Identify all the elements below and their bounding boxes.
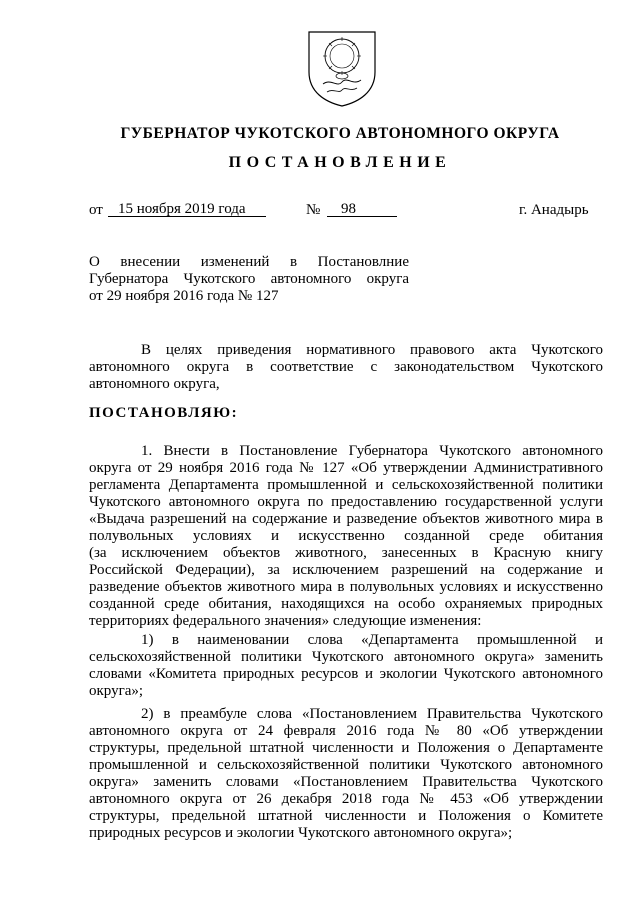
- subitem-line: промышленной и сельскохозяйственной политики Чукотского автономного: [89, 757, 603, 773]
- subitem-line: сельскохозяйственной политики Чукотского автономного округа» заменить: [89, 649, 603, 665]
- subject-line: от 29 ноября 2016 года № 127: [89, 288, 279, 304]
- preamble-line: автономного округа,: [89, 376, 220, 392]
- subitem-line: автономного округа от 24 февраля 2016 года № 80 «Об утверждении: [89, 723, 603, 739]
- document-type-heading: ПОСТАНОВЛЕНИЕ: [228, 154, 452, 171]
- preamble-line: В целях приведения нормативного правового акта Чукотского: [141, 342, 603, 358]
- subitem-line: автономного округа от 26 декабря 2018 года № 453 «Об утверждении: [89, 791, 603, 807]
- item-line: (за исключением объектов животного, занесенных в Красную книгу: [89, 545, 603, 561]
- subitem-line: структуры, предельной штатной численности и Положения о Департаменте: [89, 740, 603, 756]
- item-line: регламента Департамента промышленной и сельскохозяйственной политики: [89, 477, 603, 493]
- item-line: созданной среде обитания, находящихся на особо охраняемых природных: [89, 596, 603, 612]
- governor-title: ГУБЕРНАТОР ЧУКОТСКОГО АВТОНОМНОГО ОКРУГА: [120, 125, 560, 142]
- preamble-paragraph: [89, 342, 603, 393]
- subitem-line: 1) в наименовании слова «Департамента промышленной и: [141, 632, 603, 648]
- item-line: Российской Федерации), за исключением разрешений на содержание и: [89, 562, 603, 578]
- city-name: г. Анадырь: [519, 202, 589, 218]
- subitem-line: округа»;: [89, 683, 144, 699]
- item-1-paragraph: [89, 443, 603, 630]
- date-prefix: от: [89, 202, 103, 218]
- item-line: 1. Внести в Постановление Губернатора Чукотского автономного: [141, 443, 603, 459]
- subitem-line: словами «Комитета природных ресурсов и экологии Чукотского автономного: [89, 666, 603, 682]
- item-line: «Выдача разрешений на содержание и разведение объектов животного мира в: [89, 511, 603, 527]
- subitem-line: структуры, предельной штатной численности и Положения о Комитете: [89, 808, 603, 824]
- number-sign: №: [306, 202, 321, 218]
- item-line: Чукотского автономного округа по предоставлению государственной услуги: [89, 494, 603, 510]
- item-line: полувольных условиях и искусственно созданной среде обитания: [89, 528, 603, 544]
- preamble-line: автономного округа в соответствие с законодательством Чукотского: [89, 359, 603, 375]
- subitem-1-paragraph: [89, 632, 603, 700]
- subitem-line: округа» заменить словами «Постановлением Правительства Чукотского: [89, 774, 603, 790]
- document-date: 15 ноября 2019 года: [108, 202, 266, 217]
- subject-line: Губернатора Чукотского автономного округа: [89, 271, 409, 287]
- subitem-line: 2) в преамбуле слова «Постановлением Правительства Чукотского: [141, 706, 603, 722]
- item-line: разведение объектов животного мира в полувольных условиях и искусственно: [89, 579, 603, 595]
- decree-heading: ПОСТАНОВЛЯЮ:: [89, 405, 239, 421]
- document-subject: [89, 254, 409, 305]
- item-line: территориях федерального значения» следующие изменения:: [89, 613, 482, 629]
- item-line: округа от 29 ноября 2016 года № 127 «Об утверждении Административного: [89, 460, 603, 476]
- subject-line: О внесении изменений в Постановлние: [89, 254, 409, 270]
- coat-of-arms-emblem: [303, 26, 381, 108]
- subitem-line: природных ресурсов и экологии Чукотского автономного округа»;: [89, 825, 513, 841]
- subitem-2-paragraph: [89, 706, 603, 842]
- document-number: 98: [327, 202, 397, 217]
